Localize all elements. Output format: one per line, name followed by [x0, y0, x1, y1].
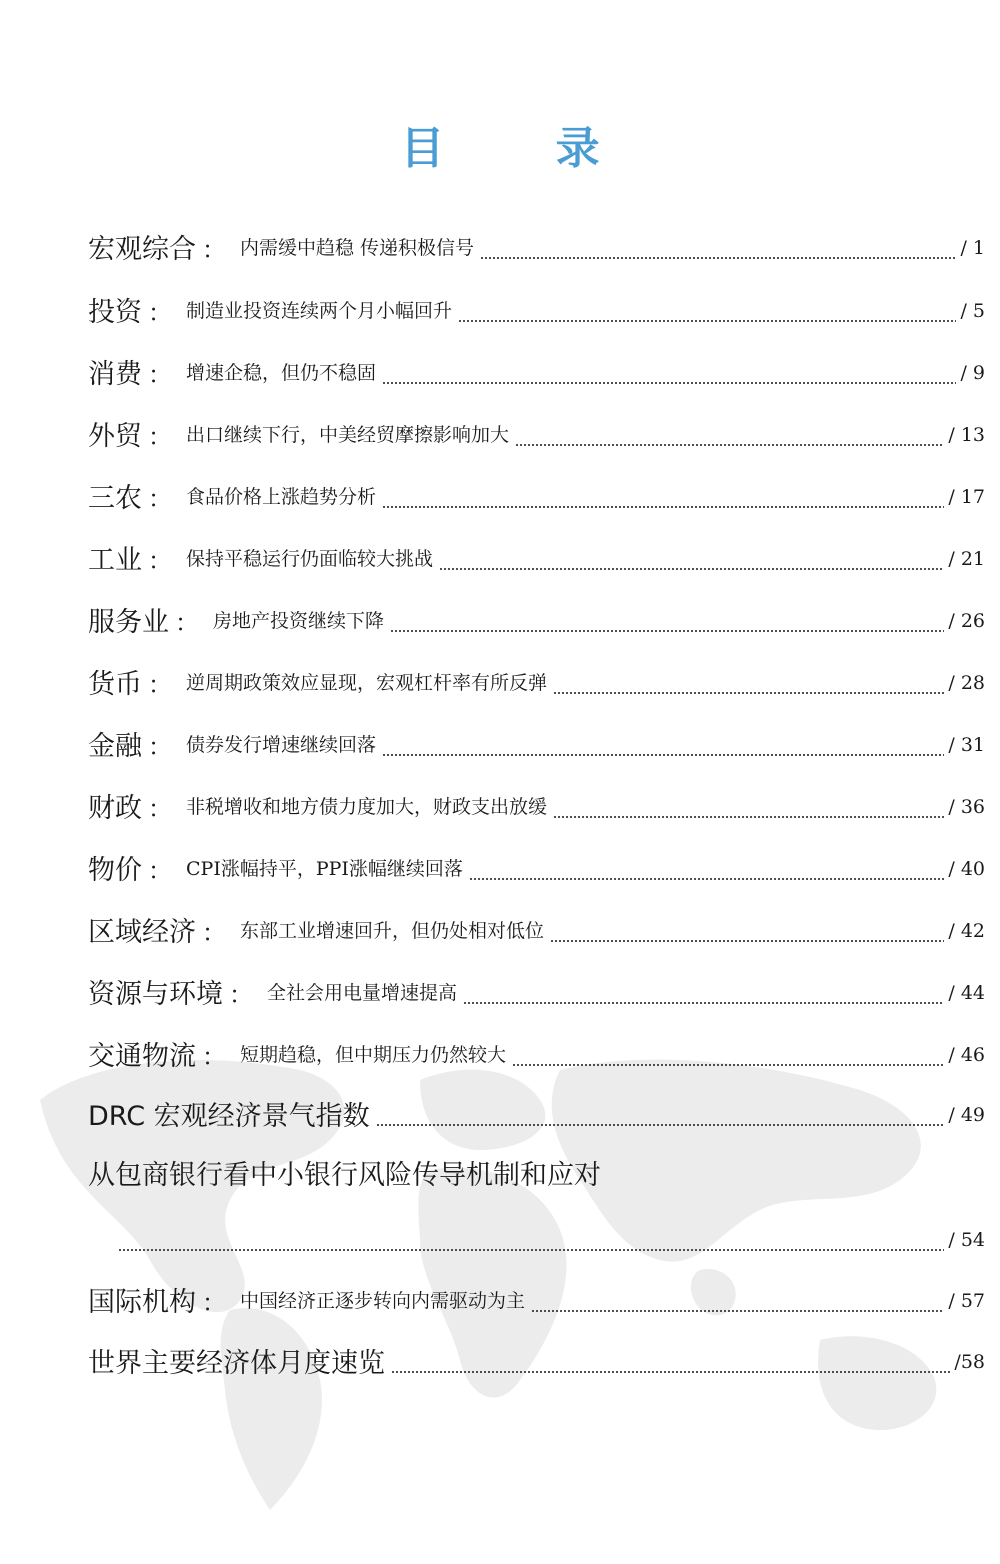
toc-entry[interactable]	[112, 1222, 985, 1262]
toc-category: 货币	[88, 669, 142, 700]
toc-entry[interactable]: 交通物流 ： 短期趋稳，但中期压力仍然较大 / 46	[88, 1037, 985, 1077]
toc-page: / 17	[948, 486, 985, 508]
leader-dots	[515, 443, 944, 447]
toc-entry[interactable]: 区域经济 ： 东部工业增速回升，但仍处相对低位 / 42	[88, 913, 985, 953]
toc-title: 房地产投资继续下降	[213, 610, 385, 632]
leader-dots	[463, 1001, 944, 1005]
toc-category: 物价	[88, 855, 142, 886]
toc-title: 中国经济正逐步转向内需驱动为主	[240, 1290, 526, 1312]
leader-dots	[391, 1370, 950, 1374]
toc-page: / 57	[948, 1290, 985, 1312]
toc-page: / 46	[948, 1044, 985, 1066]
leader-dots	[469, 877, 944, 881]
toc-title: 债券发行增速继续回落	[186, 734, 377, 756]
leader-dots	[512, 1063, 944, 1067]
leader-dots	[480, 256, 956, 260]
toc-page: / 49	[948, 1104, 985, 1126]
page-title: 目 录	[400, 123, 648, 174]
toc-page: / 36	[948, 796, 985, 818]
toc-entry[interactable]: 货币 ： 逆周期政策效应显现，宏观杠杆率有所反弹 / 28	[88, 665, 985, 705]
toc-title: 制造业投资连续两个月小幅回升	[186, 300, 453, 322]
toc-entry[interactable]: 宏观综合 ： 内需缓中趋稳 传递积极信号 / 1	[88, 230, 985, 270]
toc-title: 保持平稳运行仍面临较大挑战	[186, 548, 434, 570]
toc-page: / 21	[948, 548, 985, 570]
toc-category: 财政	[88, 793, 142, 824]
toc-page: / 40	[948, 858, 985, 880]
toc-entry[interactable]: 国际机构 ： 中国经济正逐步转向内需驱动为主 / 57	[88, 1283, 985, 1323]
toc-category: 资源与环境	[88, 979, 223, 1010]
toc-title: 非税增收和地方债力度加大，财政支出放缓	[186, 796, 548, 818]
toc-title: 逆周期政策效应显现，宏观杠杆率有所反弹	[186, 672, 548, 694]
toc-entry[interactable]: 投资 ： 制造业投资连续两个月小幅回升 / 5	[88, 293, 985, 333]
toc-entry[interactable]: 物价 ： CPI涨幅持平，PPI涨幅继续回落 / 40	[88, 851, 985, 891]
toc-page: / 31	[948, 734, 985, 756]
toc-entry[interactable]: 三农 ： 食品价格上涨趋势分析 / 17	[88, 479, 985, 519]
toc-entry[interactable]: 资源与环境 ： 全社会用电量增速提高 / 44	[88, 975, 985, 1015]
toc-page: / 26	[948, 610, 985, 632]
leader-dots	[553, 691, 944, 695]
leader-dots	[382, 381, 956, 385]
toc-page: / 28	[948, 672, 985, 694]
toc-title: 内需缓中趋稳 传递积极信号	[240, 237, 475, 259]
leader-dots	[382, 753, 944, 757]
toc-category: 服务业	[88, 607, 169, 638]
toc-entry[interactable]	[88, 1344, 985, 1384]
toc-category: DRC 宏观经济景气指数	[88, 1101, 370, 1132]
toc-title: 东部工业增速回升，但仍处相对低位	[240, 920, 545, 942]
toc-page: / 13	[948, 424, 985, 446]
toc-title: 增速企稳，但仍不稳固	[186, 362, 377, 384]
toc-entry[interactable]: 外贸 ： 出口继续下行，中美经贸摩擦影响加大 / 13	[88, 417, 985, 457]
toc-page: / 9	[960, 362, 985, 384]
toc-category: 世界主要经济体月度速览	[88, 1348, 385, 1379]
toc-page: / 44	[948, 982, 985, 1004]
toc-title: 出口继续下行，中美经贸摩擦影响加大	[186, 424, 510, 446]
toc-category: 金融	[88, 731, 142, 762]
leader-dots	[118, 1248, 944, 1252]
leader-dots	[390, 629, 944, 633]
leader-dots	[382, 505, 944, 509]
toc-page: /58	[954, 1351, 985, 1373]
toc-category: 宏观综合	[88, 234, 196, 265]
toc-category: 三农	[88, 483, 142, 514]
leader-dots	[376, 1123, 945, 1127]
toc-category: 交通物流	[88, 1041, 196, 1072]
toc-title: 食品价格上涨趋势分析	[186, 486, 377, 508]
toc-page: / 54	[948, 1229, 985, 1251]
toc-title: 短期趋稳，但中期压力仍然较大	[240, 1044, 507, 1066]
toc-entry[interactable]: 工业 ： 保持平稳运行仍面临较大挑战 / 21	[88, 541, 985, 581]
toc-category: 区域经济	[88, 917, 196, 948]
leader-dots	[458, 319, 956, 323]
toc-title: CPI涨幅持平，PPI涨幅继续回落	[186, 858, 463, 880]
leader-dots	[550, 939, 944, 943]
toc-category: 投资	[88, 297, 142, 328]
toc-category: 工业	[88, 545, 142, 576]
toc-entry[interactable]: 服务业 ： 房地产投资继续下降 / 26	[88, 603, 985, 643]
toc-entry[interactable]: 财政 ： 非税增收和地方债力度加大，财政支出放缓 / 36	[88, 789, 985, 829]
toc-category: 消费	[88, 359, 142, 390]
toc-title: 全社会用电量增速提高	[267, 982, 458, 1004]
leader-dots	[531, 1309, 944, 1313]
leader-dots	[439, 567, 944, 571]
toc-page: / 42	[948, 920, 985, 942]
toc-entry[interactable]: 金融 ： 债券发行增速继续回落 / 31	[88, 727, 985, 767]
toc-category: 国际机构	[88, 1287, 196, 1318]
toc-entry[interactable]	[88, 1097, 985, 1137]
toc-category: 外贸	[88, 421, 142, 452]
toc-entry[interactable]: 消费 ： 增速企稳，但仍不稳固 / 9	[88, 355, 985, 395]
toc-page: / 5	[960, 300, 985, 322]
toc-page: / 1	[960, 237, 985, 259]
leader-dots	[553, 815, 944, 819]
toc-long-title[interactable]: 从包商银行看中小银行风险传导机制和应对	[88, 1160, 601, 1191]
